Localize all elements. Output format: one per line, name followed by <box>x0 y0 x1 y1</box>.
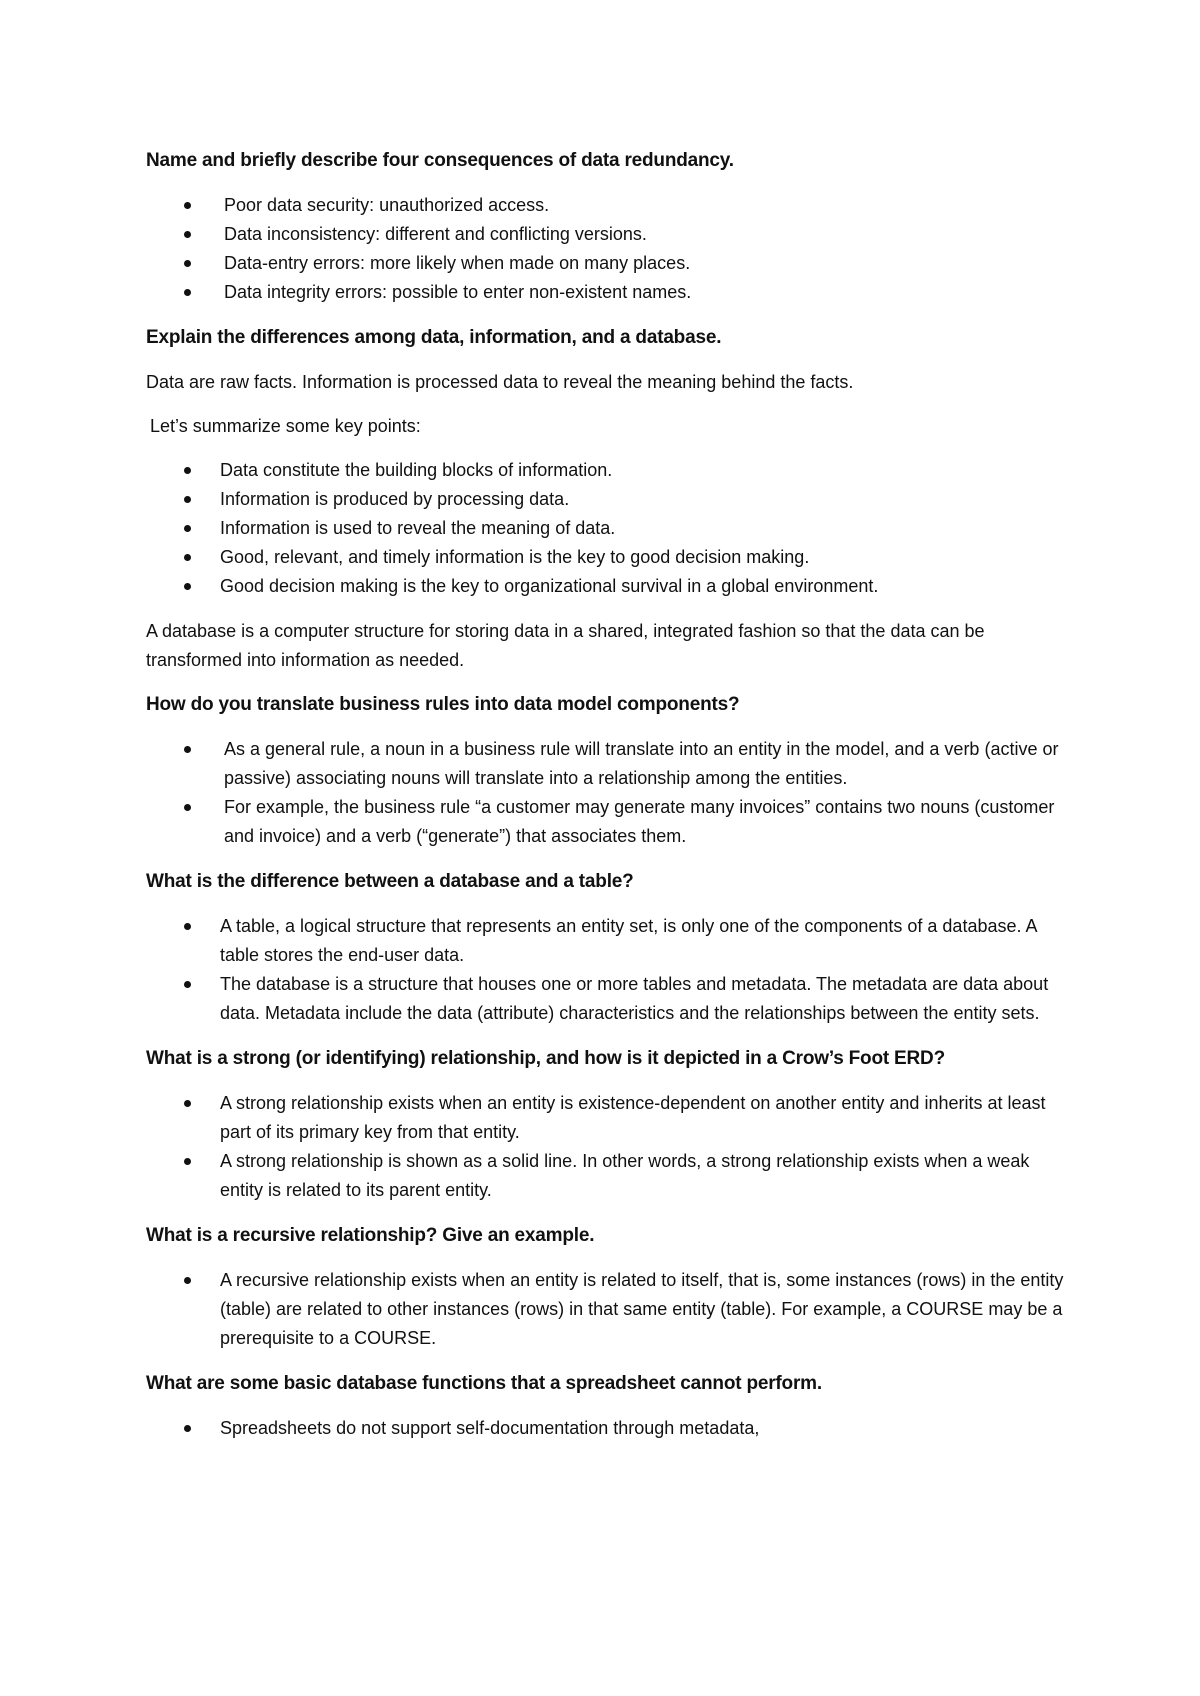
question-heading-data-redundancy: Name and briefly describe four consequences of data redundancy. <box>146 150 734 171</box>
bullet-icon <box>184 923 191 930</box>
bullet-list-key-points <box>146 456 1066 601</box>
question-heading-data-information-database: Explain the differences among data, information, and a database. <box>146 327 722 348</box>
question-heading-recursive-relationship: What is a recursive relationship? Give an example. <box>146 1225 595 1246</box>
list-item: A table, a logical structure that represents an entity set, is only one of the components of a database. A table stores the end-user data. <box>146 912 1066 970</box>
list-item: Spreadsheets do not support self-documentation through metadata, <box>146 1414 1066 1443</box>
bullet-list-business-rules <box>146 735 1066 851</box>
list-item: A strong relationship exists when an entity is existence-dependent on another entity and inherits at least part of its primary key from that entity. <box>146 1089 1066 1147</box>
list-item: Data integrity errors: possible to enter non-existent names. <box>146 278 1066 307</box>
bullet-icon <box>184 260 191 267</box>
list-item: As a general rule, a noun in a business rule will translate into an entity in the model, and a verb (active or passive) associating nouns will translate into a relationship among the entities. <box>146 735 1066 793</box>
bullet-icon <box>184 981 191 988</box>
list-item: A strong relationship is shown as a solid line. In other words, a strong relationship exists when a weak entity is related to its parent entity. <box>146 1147 1066 1205</box>
bullet-icon <box>184 583 191 590</box>
bullet-list-redundancy <box>146 191 1066 307</box>
bullet-icon <box>184 804 191 811</box>
bullet-icon <box>184 554 191 561</box>
bullet-list-strong-relationship <box>146 1089 1066 1205</box>
bullet-icon <box>184 1425 191 1432</box>
bullet-icon <box>184 1100 191 1107</box>
bullet-list-recursive-relationship <box>146 1266 1066 1353</box>
list-item: Information is used to reveal the meaning of data. <box>146 514 1066 543</box>
list-item: Information is produced by processing data. <box>146 485 1066 514</box>
bullet-icon <box>184 467 191 474</box>
question-heading-business-rules: How do you translate business rules into data model components? <box>146 694 740 715</box>
question-heading-strong-relationship: What is a strong (or identifying) relationship, and how is it depicted in a Crow’s Foot ERD? <box>146 1048 945 1069</box>
list-item: The database is a structure that houses one or more tables and metadata. The metadata are data about data. Metadata include the data (attribute) characteristics and the relationships between the entity sets. <box>146 970 1066 1028</box>
list-item: Good decision making is the key to organizational survival in a global environment. <box>146 572 1066 601</box>
bullet-icon <box>184 525 191 532</box>
paragraph-summary-intro: Let’s summarize some key points: <box>150 416 421 436</box>
document-content <box>146 146 1066 1459</box>
bullet-icon <box>184 231 191 238</box>
list-item: Data constitute the building blocks of information. <box>146 456 1066 485</box>
paragraph-raw-facts: Data are raw facts. Information is processed data to reveal the meaning behind the facts. <box>146 372 854 392</box>
list-item: Data inconsistency: different and conflicting versions. <box>146 220 1066 249</box>
bullet-list-database-vs-table <box>146 912 1066 1028</box>
list-item: Poor data security: unauthorized access. <box>146 191 1066 220</box>
bullet-icon <box>184 289 191 296</box>
list-item: Data-entry errors: more likely when made on many places. <box>146 249 1066 278</box>
bullet-list-spreadsheet-limits <box>146 1414 1066 1443</box>
paragraph-database-definition: A database is a computer structure for storing data in a shared, integrated fashion so that the data can be transformed into information as needed. <box>146 621 985 670</box>
list-item: Good, relevant, and timely information is the key to good decision making. <box>146 543 1066 572</box>
bullet-icon <box>184 202 191 209</box>
bullet-icon <box>184 496 191 503</box>
question-heading-spreadsheet-limits: What are some basic database functions that a spreadsheet cannot perform. <box>146 1373 822 1394</box>
list-item: A recursive relationship exists when an entity is related to itself, that is, some instances (rows) in the entity (table) are related to other instances (rows) in that same entity (table). For example, a COURSE may be a prerequisite to a COURSE. <box>146 1266 1066 1353</box>
question-heading-database-vs-table: What is the difference between a database and a table? <box>146 871 634 892</box>
list-item: For example, the business rule “a customer may generate many invoices” contains two nouns (customer and invoice) and a verb (“generate”) that associates them. <box>146 793 1066 851</box>
bullet-icon <box>184 1158 191 1165</box>
bullet-icon <box>184 1277 191 1284</box>
bullet-icon <box>184 746 191 753</box>
